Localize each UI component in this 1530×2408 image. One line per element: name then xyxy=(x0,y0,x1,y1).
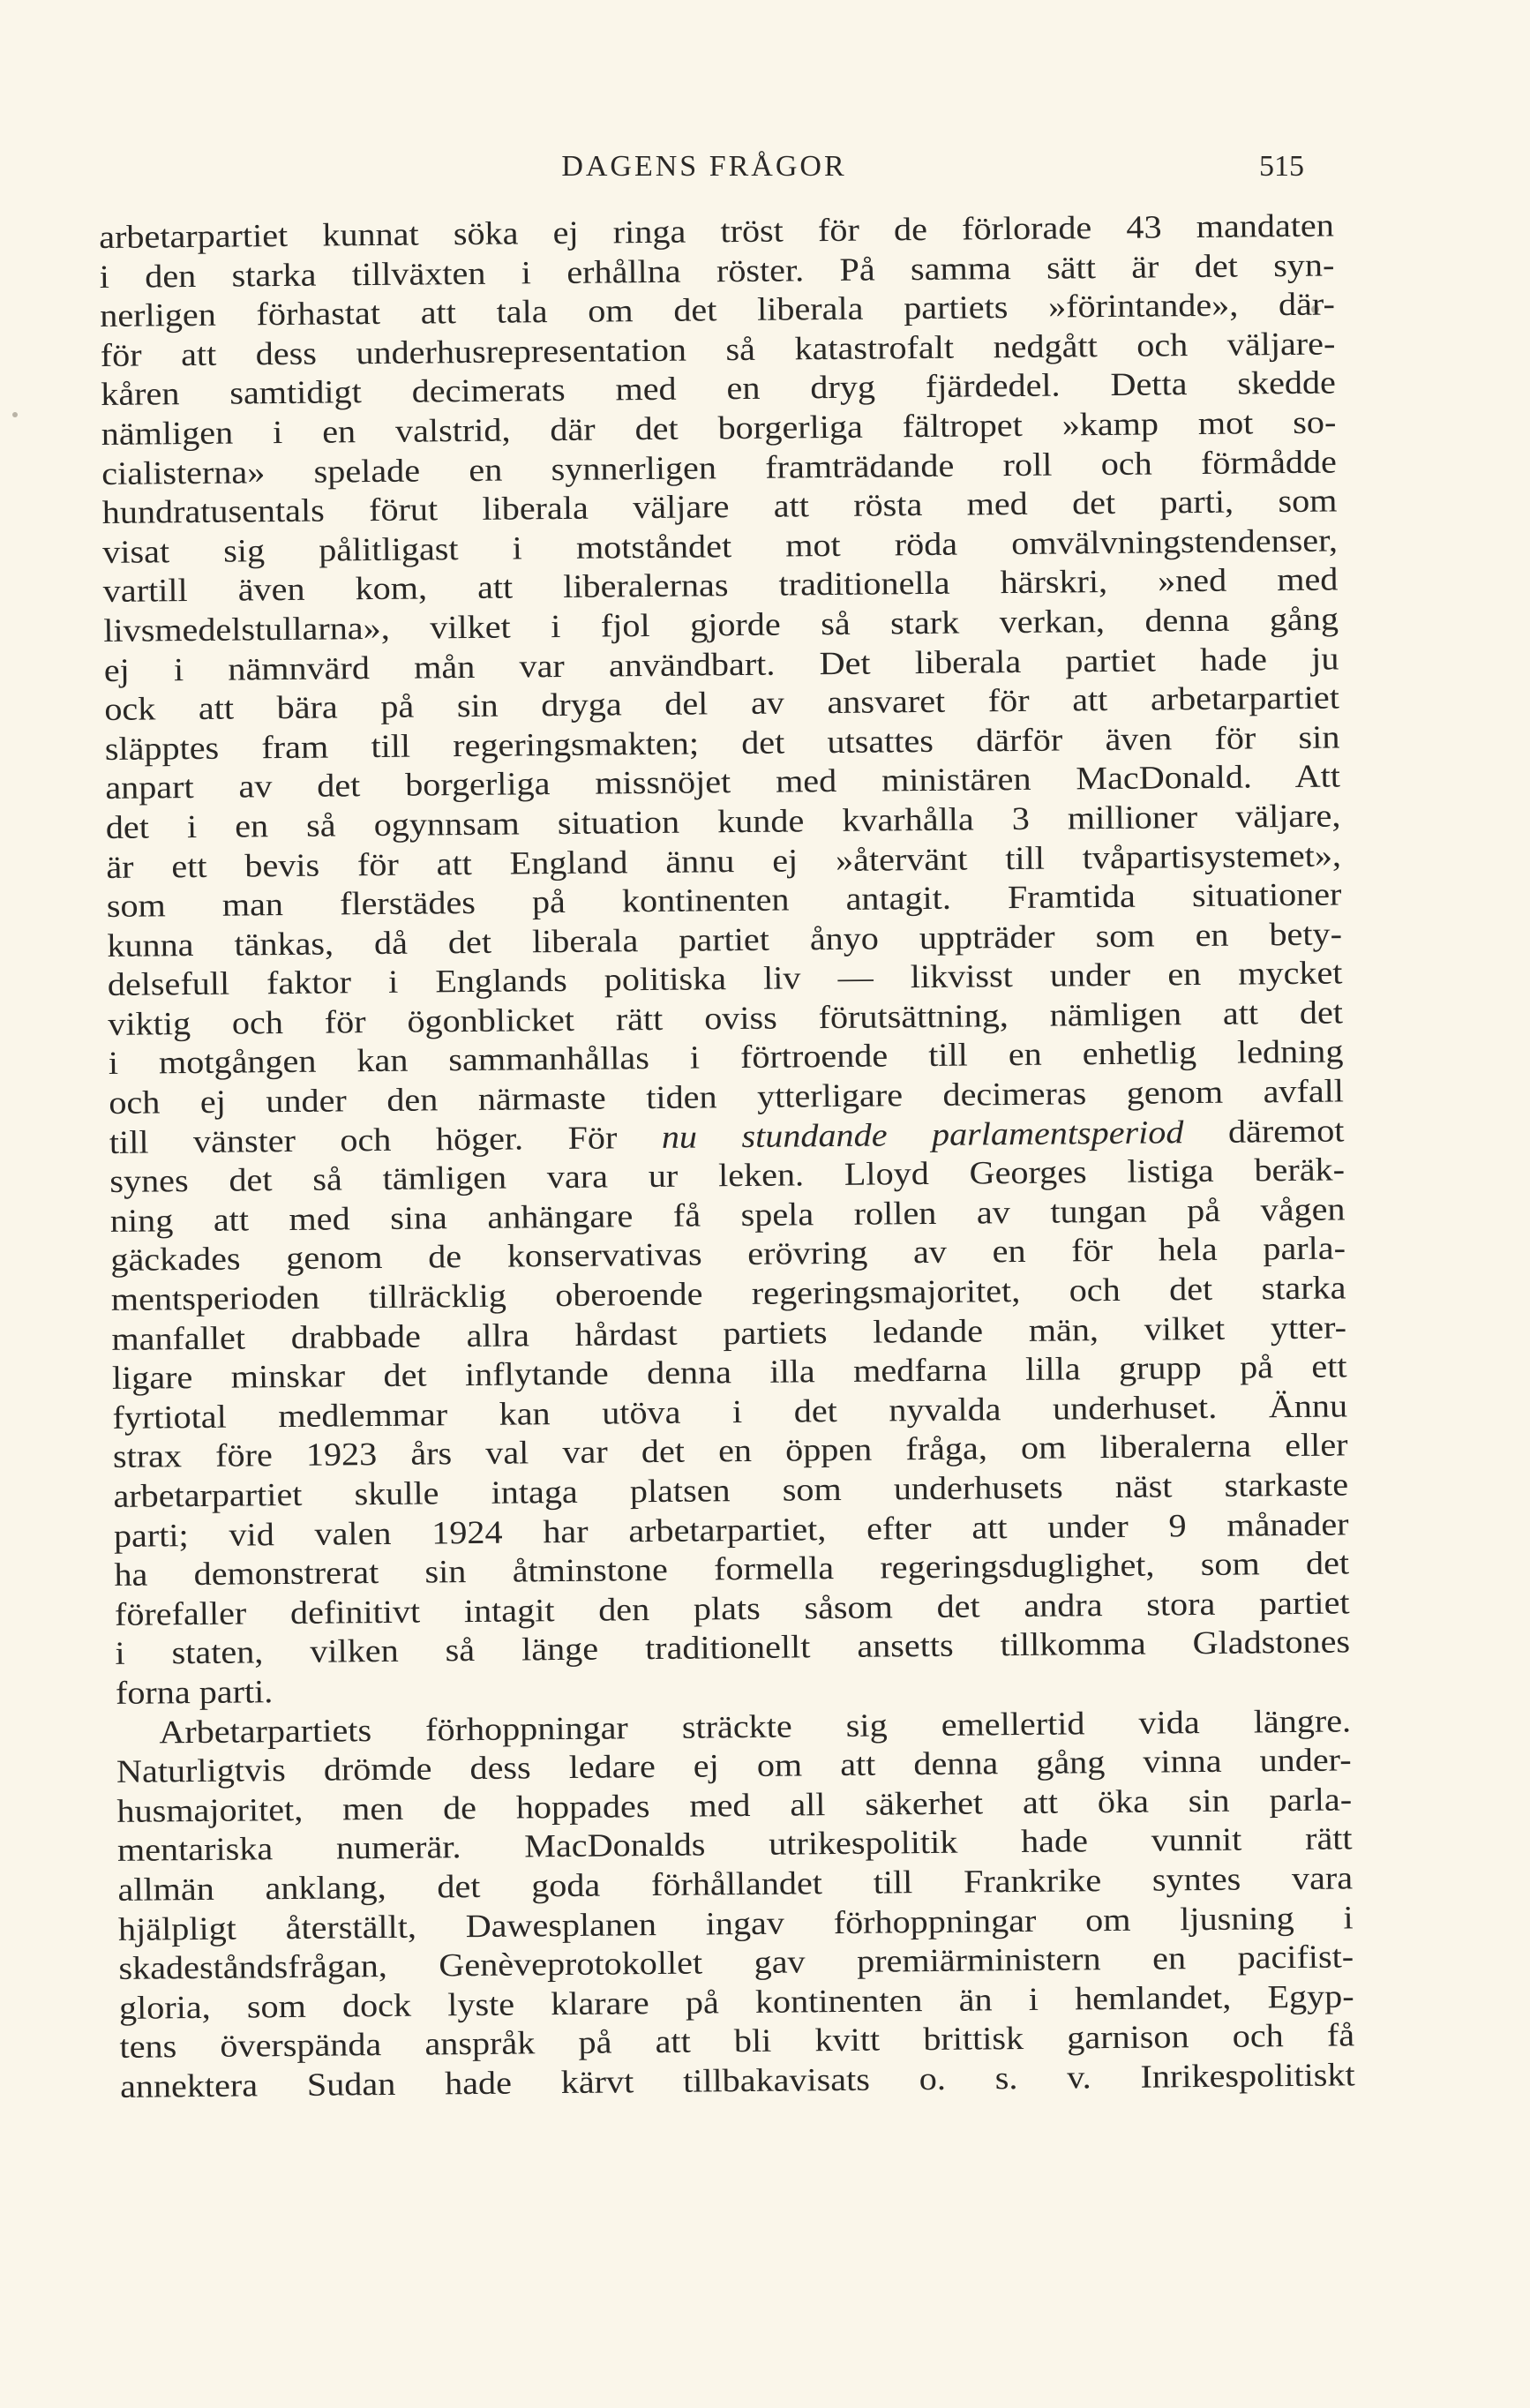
text-line: gäckades genom de konservativas erövring av en för hela parla- xyxy=(110,1230,1346,1279)
text-line: parti; vid valen 1924 har arbetarpartiet, efter att under 9 månader xyxy=(113,1506,1349,1555)
text-line: för att dess underhusrepresentation så katastrofalt nedgått och väljare- xyxy=(100,326,1336,374)
text-line: anpart av det borgerliga missnöjet med ministären MacDonald. Att xyxy=(105,758,1341,807)
text-line: är ett bevis för att England ännu ej »återvänt till tvåpartisystemet», xyxy=(106,836,1342,886)
text-line: kunna tänkas, då det liberala partiet ånyo uppträder som en bety- xyxy=(107,916,1343,964)
text-line: synes det så tämligen vara ur leken. Lloyd Georges listiga beräk- xyxy=(109,1151,1346,1201)
text-line: ning att med sina anhängare få spela rollen av tungan på vågen xyxy=(109,1191,1346,1240)
text-line: hjälpligt återställt, Dawesplanen ingav förhoppningar om ljusning i xyxy=(117,1899,1354,1948)
text-line: det i en så ogynnsam situation kunde kvarhålla 3 millioner väljare, xyxy=(105,798,1341,846)
text-line: cialisterna» spelade en synnerligen framträdande roll och förmådde xyxy=(101,444,1338,492)
text-line: ligare minskar det inflytande denna illa medfarna lilla grupp på ett xyxy=(111,1348,1347,1398)
text-line: kåren samtidigt decimerats med en dryg fjärdedel. Detta skedde xyxy=(101,364,1337,414)
text-line: tens överspända anspråk på att bli kvitt brittisk garnison och få xyxy=(119,2017,1355,2067)
text-line: ej i nämnvärd mån var användbart. Det liberala partiet hade ju xyxy=(103,640,1339,689)
text-line: och ej under den närmaste tiden ytterligare decimeras genom avfall xyxy=(109,1073,1345,1122)
paragraph-2 xyxy=(116,1702,1355,2107)
text-line: förefaller definitivt intagit den plats såsom det andra stora partiet xyxy=(114,1585,1350,1633)
text-line: skadeståndsfrågan, Genèveprotokollet gav premiärministern en pacifist- xyxy=(118,1939,1354,1988)
text-line: vartill även kom, att liberalernas traditionella härskri, »ned med xyxy=(102,561,1339,611)
text-line: strax före 1923 års val var det en öppen fråga, om liberalerna eller xyxy=(112,1427,1348,1476)
text-line: husmajoritet, men de hoppades med all säkerhet att öka sin parla- xyxy=(116,1782,1353,1830)
page-number: 515 xyxy=(1259,150,1304,183)
paragraph-1 xyxy=(99,206,1351,1714)
text-line: manfallet drabbade allra hårdast partiets ledande män, vilket ytter- xyxy=(111,1309,1347,1358)
text-line: allmän anklang, det goda förhållandet till Frankrike syntes vara xyxy=(117,1860,1354,1909)
italic-phrase: nu stundande parlamentsperiod xyxy=(661,1114,1184,1156)
page-header xyxy=(104,150,1304,194)
text-line: arbetarpartiet skulle intaga platsen som underhusets näst starkaste xyxy=(113,1467,1349,1515)
text-line: som man flerstädes på kontinenten antagit. Framtida situationer xyxy=(106,876,1342,926)
text-run: till vänster och höger. För xyxy=(109,1119,663,1161)
text-line: livsmedelstullarna», vilket i fjol gjorde så stark verkan, denna gång xyxy=(103,601,1339,649)
text-line: i den starka tillväxten i erhållna röster. På samma sätt är det syn- xyxy=(99,247,1335,296)
text-run: däremot xyxy=(1183,1113,1345,1151)
text-line: ock att bära på sin dryga del av ansvaret för att arbetarpartiet xyxy=(104,679,1340,729)
text-line: ha demonstrerat sin åtminstone formella regeringsduglighet, som det xyxy=(114,1545,1350,1594)
text-line: hundratusentals förut liberala väljare att rösta med det parti, som xyxy=(101,483,1338,532)
text-line: delsefull faktor i Englands politiska liv — likvisst under en mycket xyxy=(107,955,1343,1004)
text-line: i staten, vilken så länge traditionellt ansetts tillkomma Gladstones xyxy=(115,1624,1351,1673)
text-line: viktig och för ögonblicket rätt oviss förutsättning, nämligen att det xyxy=(108,994,1344,1043)
text-line: arbetarpartiet kunnat söka ej ringa tröst för de förlorade 43 mandaten xyxy=(99,207,1335,256)
text-line: Naturligtvis drömde dess ledare ej om att denna gång vinna under- xyxy=(116,1742,1352,1791)
text-line: släpptes fram till regeringsmakten; det utsattes därför även för sin xyxy=(104,719,1340,768)
text-line: forna parti. xyxy=(115,1674,274,1712)
text-line: mentariska numerär. MacDonalds utrikespolitik hade vunnit rätt xyxy=(116,1820,1353,1870)
text-line: visat sig pålitligast i motståndet mot röda omvälvningstendenser, xyxy=(102,522,1339,571)
text-line: nämligen i en valstrid, där det borgerliga fältropet »kamp mot so- xyxy=(101,404,1337,453)
text-line: nerligen förhastat att tala om det liberala partiets »förintande», där- xyxy=(100,286,1336,335)
text-line: annektera Sudan hade kärvt tillbakavisats o. s. v. Inrikespolitiskt xyxy=(119,2057,1355,2105)
body-text xyxy=(99,206,1355,2107)
text-line: mentsperioden tillräcklig oberoende regeringsmajoritet, och det starka xyxy=(110,1270,1346,1318)
text-line: gloria, som dock lyste klarare på kontinenten än i hemlandet, Egyp- xyxy=(118,1978,1354,2027)
running-head: DAGENS FRÅGOR xyxy=(561,150,847,183)
text-line: Arbetarpartiets förhoppningar sträckte sig emellertid vida längre. xyxy=(159,1702,1352,1751)
text-line: i motgången kan sammanhållas i förtroende till en enhetlig ledning xyxy=(108,1033,1344,1083)
text-line: fyrtiotal medlemmar kan utöva i det nyvalda underhuset. Ännu xyxy=(112,1388,1348,1437)
ink-speck xyxy=(12,412,18,417)
